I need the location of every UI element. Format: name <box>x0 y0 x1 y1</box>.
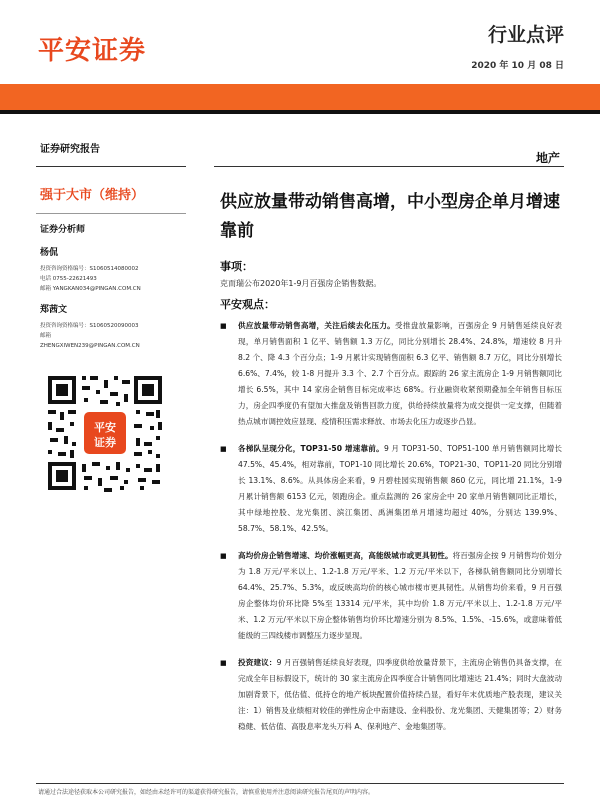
bullet-square-icon: ■ <box>220 659 227 667</box>
divider <box>36 213 186 214</box>
footer-rule <box>36 783 564 784</box>
section-label: 证券研究报告 <box>40 144 100 155</box>
bullet-content: 将百强房企按 9 月销售均价划分为 1.8 万元/平米以上、1.2-1.8 万元/平米、1.2 万元/平米以下，各梯队销售额同比分别增长 64.4%、25.7%、5.3%，或反映高均价的核心城市楼市更具韧性。从销售均价来看，9 月百强房企整体均价环比降 5%至 13314 元/平米，其中均价 1.8 万元/平米以上、1.2-1.8 万元/平米、1.2 万元/平米以下房企整体销售均价环比增速分别为 8.5%、1.5%、-15.6%，或意味着低能级的三四线楼市调整压力逐步显现。 <box>238 551 562 640</box>
bullet-lead: 高均价房企销售增速、均价涨幅更高，高能级城市或更具韧性。 <box>238 551 453 560</box>
view-heading: 平安观点： <box>220 298 275 311</box>
bullet-square-icon: ■ <box>220 552 227 560</box>
bullet-content: 9 月 TOP31-50、TOP51-100 单月销售额同比增长 47.5%、45.4%，相对靠前，TOP1-10 同比增长 20.6%，TOP21-30、TOP11-20 同比分别增长 13.1%、8.6%。从具体房企来看，9 月碧桂园实现销售额 860 亿元，同比增 21.1%，1-9 月累计销售额 6153 亿元，领跑房企。重点监测的 26 家房企中 20 家单月销售额同比正增长，其中绿地控股、龙光集团、滨江集团、禹洲集团单月增速均超过 40%，分别达 139.9%、58.7%、58.1%、42.5%。 <box>238 444 562 533</box>
list-item <box>218 318 562 430</box>
divider <box>214 166 564 167</box>
analyst-heading: 证券分析师 <box>40 225 86 235</box>
svg-text:平安: 平安 <box>94 421 116 434</box>
analyst-cert: 投资咨询资格编号：S1060514080002 <box>40 266 139 272</box>
bullet-content: 受推盘放量影响，百强房企 9 月销售延续良好表现，单月销售面积 1 亿平、销售额 1.3 万亿，同比分别增长 28.4%、24.8%，增速较 8 月升 8.2 个、降 4.3 个百分点；1-9 月累计实现销售面积 6.3 亿平、销售额 8.7 万亿，同比分别增长 6.6%、7.4%，较 1-8 月提升 3.3 个、2.7 个百分点。跟踪的 26 家主流房企 1-9 月销售额同比增长 6.5%，其中 14 家房企销售目标完成率达 68%。行业融资收紧预期叠加全年销售目标压力，房企四季度仍有望加大推盘及销售回款力度，供给持续放量将为成交提供一定支撑，但随着热点城市调控效应显现、疫情积压需求释放、市场去化压力或逐步凸显。 <box>238 321 562 426</box>
analyst-email[interactable]: 邮箱 YANGKAN034@PINGAN.COM.CN <box>40 286 141 292</box>
bullet-lead: 投资建议： <box>238 658 277 667</box>
bullet-lead: 供应放量带动销售高增，关注后续去化压力。 <box>238 321 396 330</box>
analyst-phone: 电话 0755-22621493 <box>40 276 97 282</box>
bullet-text <box>238 655 562 735</box>
analyst-name: 郑茜文 <box>40 305 68 315</box>
company-logo: 平安证券 <box>38 36 147 66</box>
matter-text: 克而瑞公布2020年1-9月百强房企销售数据。 <box>220 279 382 288</box>
list-item <box>218 441 562 537</box>
bullet-text <box>238 548 562 644</box>
header-band <box>0 84 600 110</box>
list-item <box>218 548 562 644</box>
bullet-content: 9 月百强销售延续良好表现，四季度供给放量背景下，主流房企销售仍具备支撑，在完成全年目标假设下，统计的 30 家主流房企四季度合计销售同比增速达 21.4%；同时大盘波动加剧背景下，低估值、低持仓的地产板块配置价值持续凸显，看好年末优质地产股表现，建议关注：1）销售及业绩相对较佳的弹性房企中南建设、金科股份、龙光集团、天健集团等；2）财务稳健、低估值、高股息率龙头万科 A、保利地产、金地集团等。 <box>238 658 563 731</box>
analyst-email[interactable]: ZHENGXIWEN239@PINGAN.COM.CN <box>40 343 140 349</box>
svg-text:证券: 证券 <box>94 436 116 449</box>
industry-label: 地产 <box>535 151 560 165</box>
rating: 强于大市（维持） <box>40 188 145 203</box>
matter-heading: 事项： <box>220 260 253 273</box>
bullet-text <box>238 441 562 537</box>
bullet-square-icon: ■ <box>220 322 227 330</box>
footer-disclaimer: 请通过合法途径获取本公司研究报告，如经由未经许可的渠道获得研究报告，请慎重使用并注意阅读研究报告尾页的声明内容。 <box>38 789 375 796</box>
header-rule <box>0 110 600 114</box>
bullet-text <box>238 318 562 430</box>
qr-code <box>44 372 166 494</box>
viewpoint-list <box>218 318 562 746</box>
analyst-name: 杨侃 <box>40 248 59 258</box>
report-date: 2020 年 10 月 08 日 <box>471 61 564 71</box>
report-type: 行业点评 <box>487 24 564 46</box>
analyst-cert: 投资咨询资格编号：S1060520090003 <box>40 323 139 329</box>
list-item <box>218 655 562 735</box>
analyst-phone: 邮箱 <box>40 333 52 339</box>
bullet-square-icon: ■ <box>220 445 227 453</box>
bullet-lead: 各梯队呈现分化，TOP31-50 增速靠前。 <box>238 444 384 453</box>
divider <box>36 166 186 167</box>
report-title: 供应放量带动销售高增，中小型房企单月增速靠前 <box>220 192 560 241</box>
